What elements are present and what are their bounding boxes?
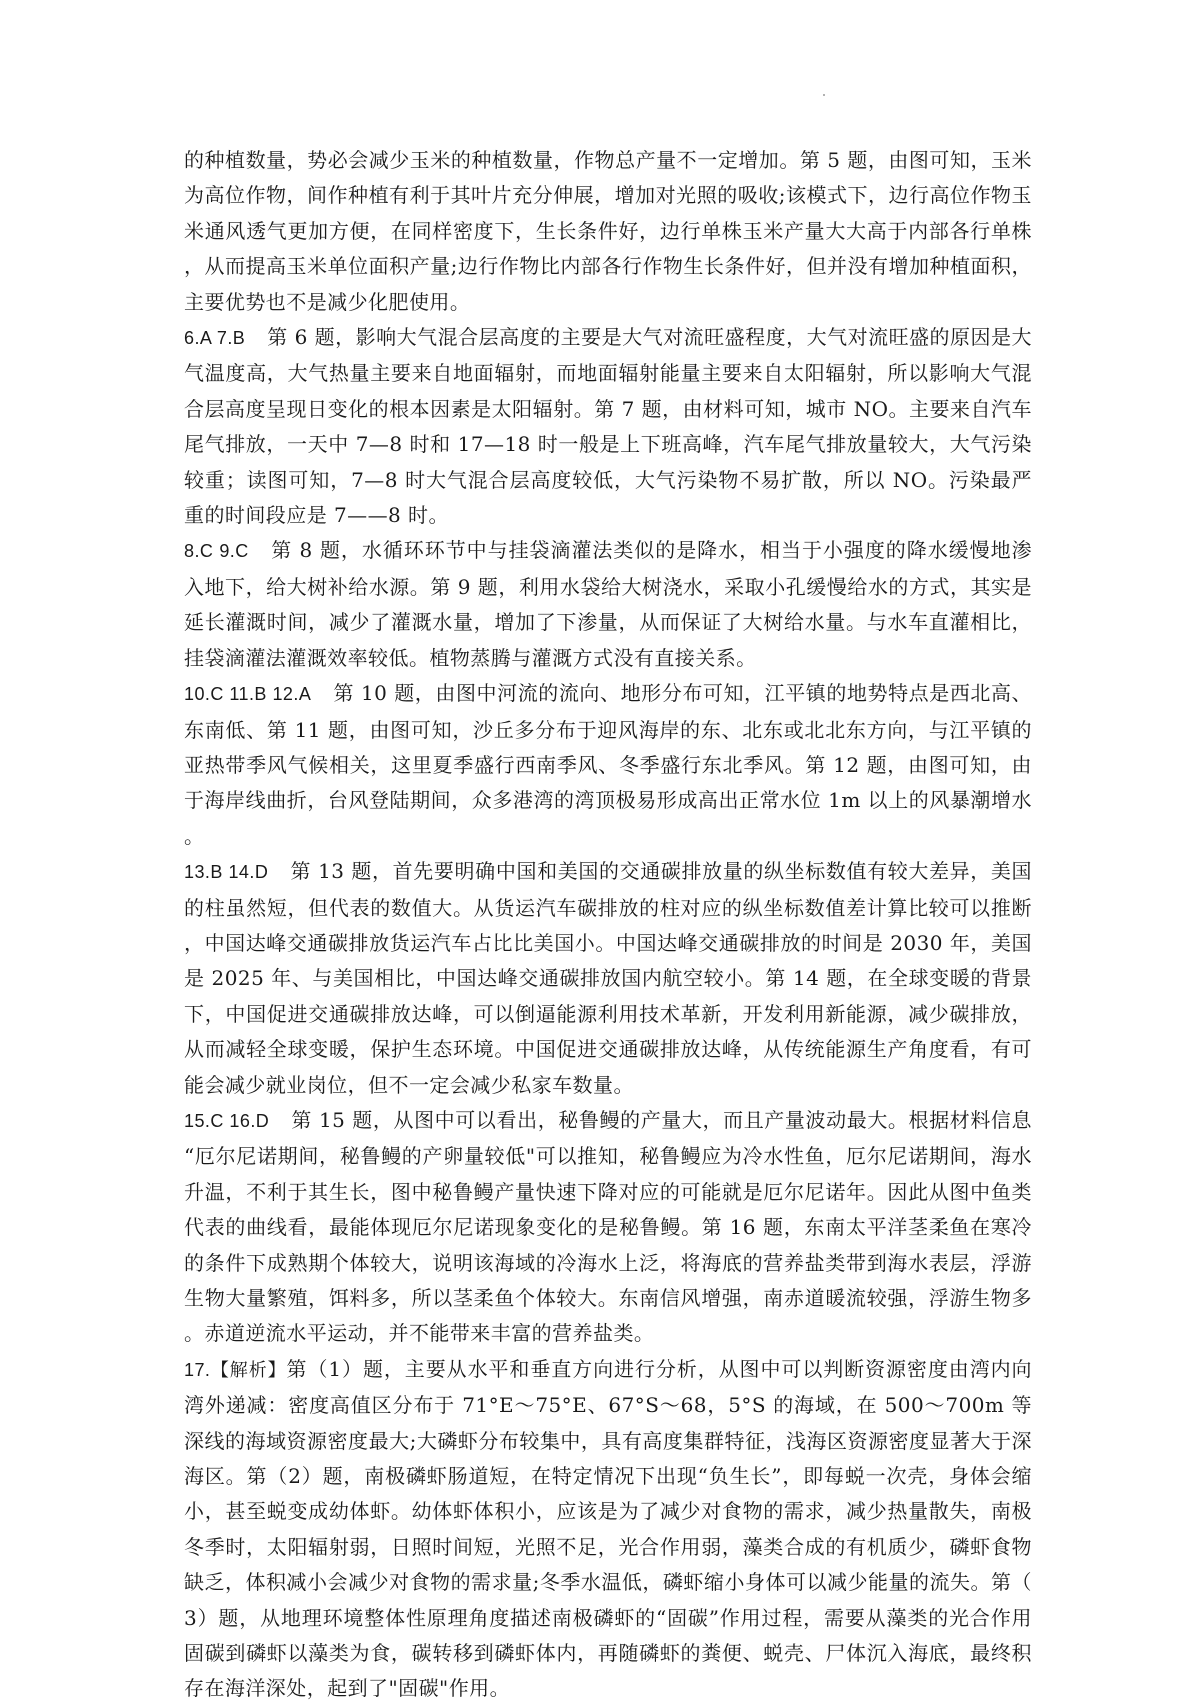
answer-key: 8.C 9.C [184, 541, 249, 562]
paragraph-text: 的种植数量，势必会减少玉米的种植数量，作物总产量不一定增加。第 5 题，由图可知，玉米为高位作物，间作种植有利于其叶片充分伸展，增加对光照的吸收;该模式下，边行高位作物玉米通风透气更加方便，在同样密度下，生长条件好，边行单株玉米产量大大高于内部各行单株，从而提高玉米单位面积产量;边行作物比内部各行作物生长条件好，但并没有增加种植面积，主要优势也不是减少化肥使用。 [184, 148, 1032, 314]
answer-key: 13.B 14.D [184, 862, 269, 883]
paragraph-q13-q14 [184, 854, 1032, 1103]
paragraph-q6-q7 [184, 320, 1032, 533]
answer-key: 10.C 11.B 12.A [184, 684, 312, 705]
paragraph-text: 第 13 题，首先要明确中国和美国的交通碳排放量的纵坐标数值有较大差异，美国的柱虽然短，但代表的数值大。从货运汽车碳排放的柱对应的纵坐标数值差计算比较可以推断，中国达峰交通碳排放货运汽车占比比美国小。中国达峰交通碳排放的时间是 2030 年，美国是 2025 年、与美国相比，中国达峰交通碳排放国内航空较小。第 14 题，在全球变暖的背景下，中国促进交通碳排放达峰，可以倒逼能源利用技术革新，开发利用新能源，减少碳排放，从而减轻全球变暖，保护生态环境。中国促进交通碳排放达峰，从传统能源生产角度看，有可能会减少就业岗位，但不一定会减少私家车数量。 [184, 859, 1032, 1097]
paragraph-continuation [184, 143, 1032, 320]
paragraph-text: 第 15 题，从图中可以看出，秘鲁鳗的产量大，而且产量波动最大。根据材料信息“厄尔尼诺期间，秘鲁鳗的产卵量较低"可以推知，秘鲁鳗应为冷水性鱼，厄尔尼诺期间，海水升温，不利于其生长，图中秘鲁鳗产量快速下降对应的可能就是厄尔尼诺年。因此从图中鱼类代表的曲线看，最能体现厄尔尼诺现象变化的是秘鲁鳗。第 16 题，东南太平洋茎柔鱼在寒冷的条件下成熟期个体较大，说明该海域的冷海水上泛，将海底的营养盐类带到海水表层，浮游生物大量繁殖，饵料多，所以茎柔鱼个体较大。东南信风增强，南赤道暖流较强，浮游生物多。赤道逆流水平运动，并不能带来丰富的营养盐类。 [184, 1107, 1032, 1346]
answer-key: 17.【解析】 [184, 1359, 287, 1380]
paragraph-text: 第（1）题，主要从水平和垂直方向进行分析，从图中可以判断资源密度由湾内向湾外递减：密度高值区分布于 71°E～75°E、67°S～68，5°S 的海域，在 500～700m 等深线的海域资源密度最大;大磷虾分布较集中，具有高度集群特征，浅海区资源密度显著大于深海区。第（2）题，南极磷虾肠道短，在特定情况下出现“负生长”，即每蜕一次壳，身体会缩小，甚至蜕变成幼体虾。幼体虾体积小，应该是为了减少对食物的需求，减少热量散失，南极冬季时，太阳辐射弱，日照时间短，光照不足，光合作用弱，藻类合成的有机质少，磷虾食物缺乏，体积减小会减少对食物的需求量;冬季水温低，磷虾缩小身体可以减少能量的流失。第（3）题，从地理环境整体性原理角度描述南极磷虾的“固碳”作用过程，需要从藻类的光合作用固碳到磷虾以藻类为食，碳转移到磷虾体内，再随磷虾的粪便、蜕壳、尸体沉入海底，最终积存在海洋深处，起到了"固碳"作用。 [184, 1356, 1032, 1701]
paragraph-q8-q9 [184, 533, 1032, 676]
answer-key: 15.C 16.D [184, 1110, 270, 1131]
scan-speck [823, 94, 825, 96]
paragraph-text: 第 10 题，由图中河流的流向、地形分布可知，江平镇的地势特点是西北高、东南低、第 11 题，由图可知，沙丘多分布于迎风海岸的东、北东或北北东方向，与江平镇的亚热带季风气候相关，这里夏季盛行西南季风、冬季盛行东北季风。第 12 题，由图可知，由于海岸线曲折，台风登陆期间，众多港湾的湾顶极易形成高出正常水位 1m 以上的风暴潮增水。 [184, 681, 1032, 848]
paragraph-text: 第 8 题，水循环环节中与挂袋滴灌法类似的是降水，相当于小强度的降水缓慢地渗入地下，给大树补给水源。第 9 题，利用水袋给大树浇水，采取小孔缓慢给水的方式，其实是延长灌溉时间，减少了灌溉水量，增加了下渗量，从而保证了大树给水量。与水车直灌相比，挂袋滴灌法灌溉效率较低。植物蒸腾与灌溉方式没有直接关系。 [184, 538, 1032, 670]
paragraph-text: 第 6 题，影响大气混合层高度的主要是大气对流旺盛程度，大气对流旺盛的原因是大气温度高，大气热量主要来自地面辐射，而地面辐射能量主要来自太阳辐射，所以影响大气混合层高度呈现日变化的根本因素是太阳辐射。第 7 题，由材料可知，城市 NO。主要来自汽车尾气排放，一天中 7—8 时和 17—18 时一般是上下班高峰，汽车尾气排放量较大，大气污染较重；读图可知，7—8 时大气混合层高度较低，大气污染物不易扩散，所以 NO。污染最严重的时间段应是 7——8 时。 [184, 325, 1032, 528]
paragraph-q15-q16 [184, 1103, 1032, 1352]
answer-explanations [184, 143, 1032, 1707]
paragraph-q10-q12 [184, 676, 1032, 854]
paragraph-q17 [184, 1352, 1032, 1707]
answer-key: 6.A 7.B [184, 328, 246, 349]
